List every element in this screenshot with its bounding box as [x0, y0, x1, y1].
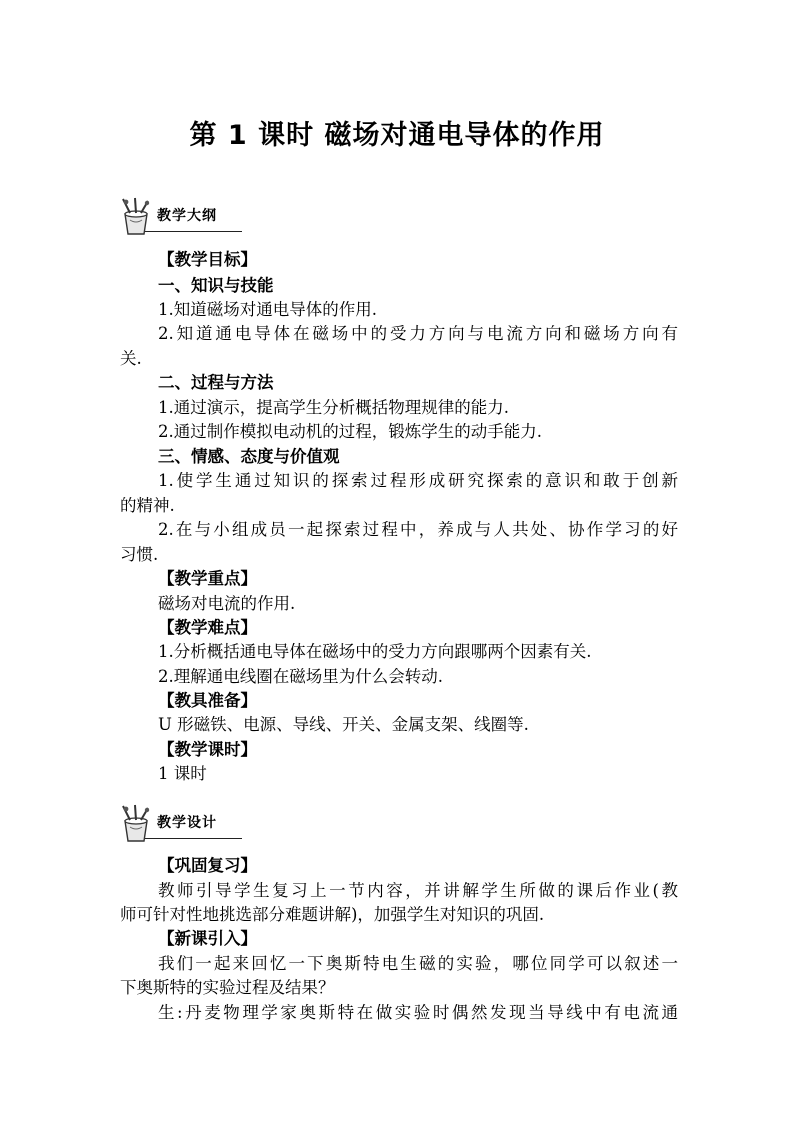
- emotion-item-2: 2.在与小组成员一起探索过程中，养成与人共处、协作学习的好: [158, 520, 678, 539]
- section-badge-outline: [117, 196, 242, 238]
- section-label-outline: 教学大纲: [157, 208, 217, 224]
- page-title: 第 1 课时 磁场对通电导体的作用: [189, 120, 605, 151]
- section-underline: [145, 231, 242, 232]
- pencil-cup-icon: [117, 803, 157, 843]
- difficult-header: 【教学难点】: [158, 618, 257, 637]
- key-header: 【教学重点】: [158, 569, 257, 588]
- process-header: 二、过程与方法: [158, 373, 274, 392]
- section-badge-design: [117, 803, 242, 845]
- review-text-cont: 师可针对性地挑选部分难题讲解)，加强学生对知识的巩固.: [120, 905, 545, 924]
- section-label-design: 教学设计: [157, 815, 217, 831]
- goal-header: 【教学目标】: [158, 250, 257, 269]
- intro-text-cont: 下奥斯特的实验过程及结果？: [120, 978, 335, 997]
- review-header: 【巩固复习】: [158, 856, 257, 875]
- difficult-item-2: 2.理解通电线圈在磁场里为什么会转动.: [158, 667, 443, 686]
- emotion-item-1-cont: 的精神.: [120, 496, 175, 515]
- knowledge-item-1: 1.知道磁场对通电导体的作用.: [158, 300, 377, 319]
- hours-text: 1 课时: [158, 764, 207, 783]
- difficult-item-1: 1.分析概括通电导体在磁场中的受力方向跟哪两个因素有关.: [158, 642, 592, 661]
- tools-header: 【教具准备】: [158, 691, 257, 710]
- emotion-item-2-cont: 习惯.: [120, 545, 159, 564]
- student-answer: 生:丹麦物理学家奥斯特在做实验时偶然发现当导线中有电流通: [158, 1003, 678, 1022]
- knowledge-item-2: 2.知道通电导体在磁场中的受力方向与电流方向和磁场方向有: [158, 324, 678, 343]
- review-text: 教师引导学生复习上一节内容，并讲解学生所做的课后作业(教: [158, 881, 678, 900]
- emotion-header: 三、情感、态度与价值观: [158, 447, 340, 466]
- emotion-item-1: 1.使学生通过知识的探索过程形成研究探索的意识和敢于创新: [158, 471, 678, 490]
- intro-header: 【新课引入】: [158, 929, 257, 948]
- key-text: 磁场对电流的作用.: [158, 594, 296, 613]
- section-underline: [145, 838, 242, 839]
- intro-text: 我们一起来回忆一下奥斯特电生磁的实验，哪位同学可以叙述一: [158, 954, 678, 973]
- process-item-1: 1.通过演示，提高学生分析概括物理规律的能力.: [158, 398, 509, 417]
- process-item-2: 2.通过制作模拟电动机的过程，锻炼学生的动手能力.: [158, 422, 542, 441]
- tools-text: U 形磁铁、电源、导线、开关、金属支架、线圈等.: [158, 715, 529, 734]
- knowledge-item-2-cont: 关.: [120, 349, 142, 368]
- hours-header: 【教学课时】: [158, 740, 257, 759]
- knowledge-header: 一、知识与技能: [158, 276, 274, 295]
- pencil-cup-icon: [117, 196, 157, 236]
